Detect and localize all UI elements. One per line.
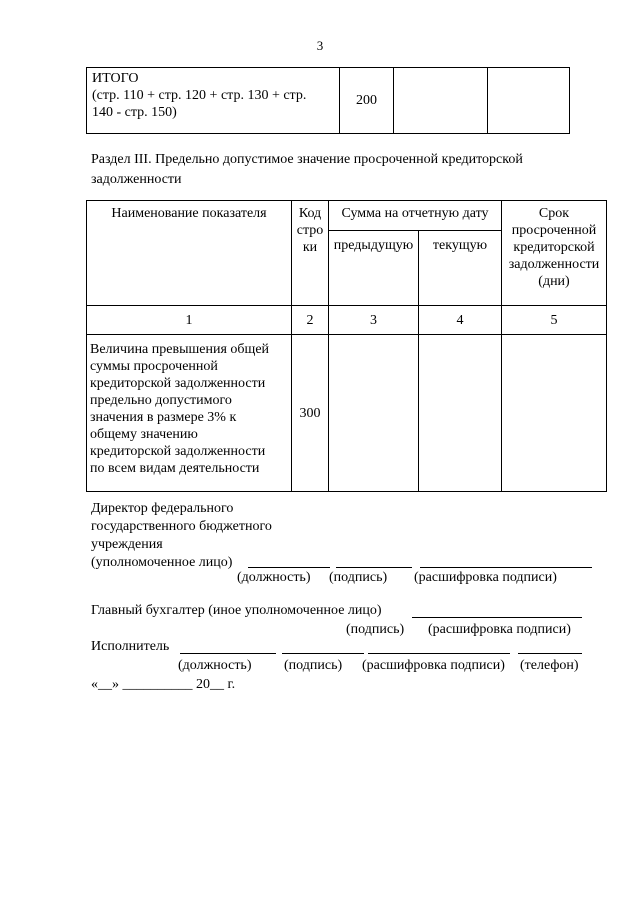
row-label-line: суммы просроченной xyxy=(90,359,218,374)
header-term-line: Срок xyxy=(538,206,570,221)
row-label-line: значения в размере 3% к xyxy=(90,410,237,425)
director-caption-name: (расшифровка подписи) xyxy=(414,570,557,585)
header-name: Наименование показателя xyxy=(87,201,292,306)
total-row xyxy=(87,68,570,134)
header-term-line: (дни) xyxy=(538,274,570,289)
accountant-caption-signature: (подпись) xyxy=(346,622,405,637)
executor-signature-line xyxy=(282,653,364,654)
total-label-line: (стр. 110 + стр. 120 + стр. 130 + стр. xyxy=(92,88,307,103)
header-term-line: задолженности xyxy=(508,257,600,272)
header-term-line: кредиторской xyxy=(513,240,595,255)
director-caption-position: (должность) xyxy=(237,570,311,585)
row-term xyxy=(502,335,607,492)
header-row xyxy=(87,201,607,231)
row-label-line: предельно допустимого xyxy=(90,393,232,408)
section-title: Раздел III. Предельно допустимое значение просроченной кредиторской задолженности xyxy=(91,152,523,187)
row-label-line: Величина превышения общей xyxy=(90,342,270,357)
total-curr-cell xyxy=(488,68,570,134)
table-row xyxy=(87,335,607,492)
total-row-label xyxy=(87,68,340,134)
row-label-line: кредиторской задолженности xyxy=(90,376,266,391)
director-position-line xyxy=(248,567,330,568)
executor-position-line xyxy=(180,653,276,654)
header-sum-prev: предыдущую xyxy=(329,230,419,305)
overdue-table xyxy=(86,200,607,492)
director-line: учреждения xyxy=(91,537,163,552)
total-table xyxy=(86,67,570,134)
director-block xyxy=(91,500,272,572)
executor-caption-name: (расшифровка подписи) xyxy=(362,658,505,673)
director-caption-signature: (подпись) xyxy=(329,570,388,585)
page-number: 3 xyxy=(316,38,324,53)
executor-phone-line xyxy=(518,653,582,654)
row-label-line: по всем видам деятельности xyxy=(90,461,260,476)
header-code xyxy=(292,201,329,306)
director-line: Директор федерального xyxy=(91,501,234,516)
executor-caption-position: (должность) xyxy=(178,658,252,673)
total-label-line: ИТОГО xyxy=(92,71,139,86)
row-label xyxy=(87,335,292,492)
header-code-line: ки xyxy=(302,240,318,255)
column-number: 1 xyxy=(87,306,292,335)
total-code-cell: 200 xyxy=(340,68,394,134)
accountant-signature-line xyxy=(412,617,582,618)
column-number: 4 xyxy=(419,306,502,335)
director-signature-line xyxy=(336,567,412,568)
column-number: 2 xyxy=(292,306,329,335)
row-sum-curr xyxy=(419,335,502,492)
date-line: «__» __________ 20__ г. xyxy=(91,677,236,692)
header-term xyxy=(502,201,607,306)
director-line: (уполномоченное лицо) xyxy=(91,555,233,570)
total-label-line: 140 - стр. 150) xyxy=(92,105,177,120)
accountant-caption-name: (расшифровка подписи) xyxy=(428,622,571,637)
executor-caption-signature: (подпись) xyxy=(284,658,343,673)
column-number: 5 xyxy=(502,306,607,335)
row-code: 300 xyxy=(292,335,329,492)
header-code-line: Код xyxy=(298,206,322,221)
header-sum-curr: текущую xyxy=(419,230,502,305)
total-prev-cell xyxy=(394,68,488,134)
director-name-line xyxy=(420,567,592,568)
executor-caption-phone: (телефон) xyxy=(520,658,579,673)
column-number: 3 xyxy=(329,306,419,335)
director-line: государственного бюджетного xyxy=(91,519,272,534)
row-sum-prev xyxy=(329,335,419,492)
row-label-line: кредиторской задолженности xyxy=(90,444,266,459)
executor-label: Исполнитель xyxy=(91,639,170,654)
row-label-line: общему значению xyxy=(90,427,198,442)
column-number-row xyxy=(87,306,607,335)
header-code-line: стро xyxy=(296,223,324,238)
header-sum: Сумма на отчетную дату xyxy=(329,201,502,231)
header-term-line: просроченной xyxy=(511,223,597,238)
executor-name-line xyxy=(368,653,510,654)
accountant-label: Главный бухгалтер (иное уполномоченное лицо) xyxy=(91,603,382,618)
